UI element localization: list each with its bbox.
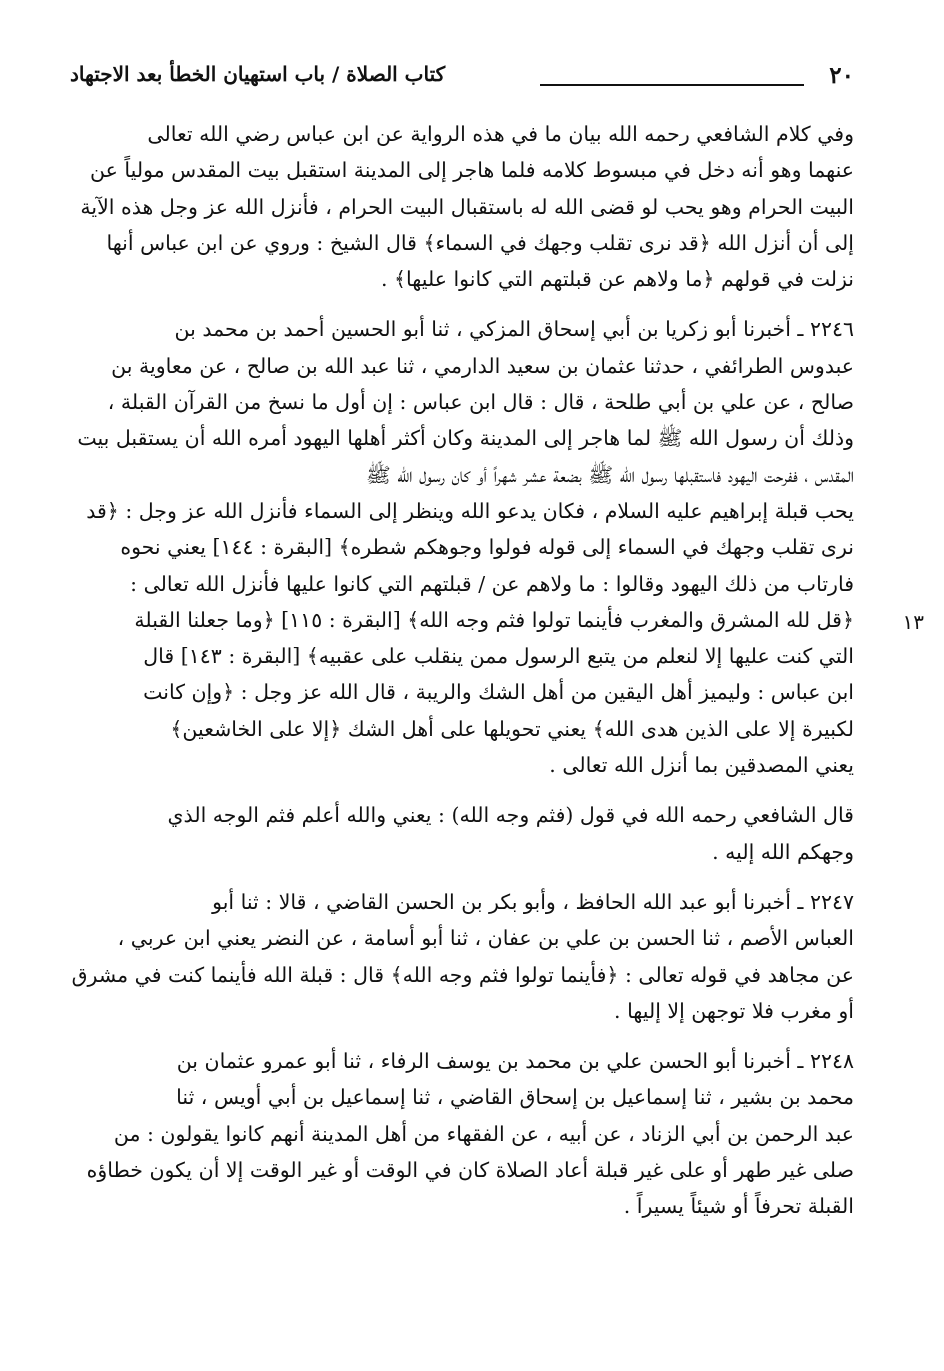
text-line: ٢٢٤٧ ـ أخبرنا أبو عبد الله الحافظ ، وأبو بكر بن الحسن القاضي ، قالا : ثنا أبو	[212, 889, 854, 914]
text-line: عبد الرحمن بن أبي الزناد ، عن أبيه ، عن الفقهاء من أهل المدينة أنهم كانوا يقولون : من	[113, 1121, 854, 1146]
text-line: ابن عباس : وليميز أهل اليقين من أهل الشك والريبة ، قال الله عز وجل : ﴿وإن كانت	[143, 680, 854, 705]
text-line: صالح ، عن علي بن أبي طلحة ، قال : قال ابن عباس : إن أول ما نسخ من القرآن القبلة ،	[107, 390, 854, 415]
text-line: عبدوس الطرائفي ، حدثنا عثمان بن سعيد الدارمي ، ثنا عبد الله بن صالح ، عن معاوية بن	[111, 353, 854, 378]
text-line: ٢٢٤٦ ـ أخبرنا أبو زكريا بن أبي إسحاق المزكي ، ثنا أبو الحسين أحمد بن محمد بن	[174, 317, 854, 342]
text-line: المقدس ، ففرحت اليهود فاستقبلها رسول الله ﷺ بضعة عشر شهراً أو كان رسول الله ﷺ	[365, 462, 854, 487]
text-line: فارتاب من ذلك اليهود وقالوا : ما ولاهم عن / قبلتهم التي كانوا عليها فأنزل الله تعالى :	[130, 571, 854, 596]
text-line: نرى تقلب وجهك في السماء إلى قوله فولوا وجوهكم شطره﴾ [البقرة : ١٤٤] يعني نحوه	[120, 535, 854, 560]
page-body	[70, 116, 924, 1239]
text-line: وجهكم الله إليه .	[712, 839, 854, 864]
text-line: ٢٢٤٨ ـ أخبرنا أبو الحسن علي بن محمد بن يوسف الرفاء ، ثنا أبو عمرو عثمان بن	[176, 1049, 854, 1074]
text-line: وفي كلام الشافعي رحمه الله بيان ما في هذه الرواية عن ابن عباس رضي الله تعالى	[147, 122, 854, 146]
text-line: يحب قبلة إبراهيم عليه السلام ، فكان يدعو الله وينظر إلى السماء فأنزل الله عز وجل : ﴿قد	[86, 498, 854, 523]
text-line: نزلت في قولهم ﴿ما ولاهم عن قبلتهم التي كانوا عليها﴾ .	[381, 267, 854, 292]
text-line: محمد بن بشير ، ثنا إسماعيل بن إسحاق القاضي ، ثنا إسماعيل بن أبي أويس ، ثنا	[176, 1085, 854, 1110]
margin-page-reference: ١٣	[902, 610, 924, 634]
text-line: إلى أن أنزل الله ﴿قد نرى تقلب وجهك في السماء﴾ قال الشيخ : وروي عن ابن عباس أنها	[106, 230, 854, 255]
text-line: أو مغرب فلا توجهن إلا إليها .	[614, 998, 854, 1023]
text-line: العباس الأصم ، ثنا الحسن بن علي بن عفان ، ثنا أبو أسامة ، عن النضر يعني ابن عربي ،	[117, 926, 854, 951]
page-header	[70, 58, 854, 92]
text-line: ﴿قل لله المشرق والمغرب فأينما تولوا فثم وجه الله﴾ [البقرة : ١١٥] ﴿وما جعلنا القبلة	[134, 607, 854, 632]
paragraph	[70, 116, 854, 297]
paragraph	[70, 1043, 854, 1224]
text-line: عنهما وهو أنه دخل في مبسوط كلامه فلما هاجر إلى المدينة استقبل بيت المقدس مولياً عن	[90, 158, 854, 183]
text-line: قال الشافعي رحمه الله في قول (فثم وجه الله) : يعني والله أعلم فثم الوجه الذي	[167, 803, 854, 828]
paragraph	[70, 797, 854, 870]
text-line: التي كنت عليها إلا لنعلم من يتبع الرسول ممن ينقلب على عقبيه﴾ [البقرة : ١٤٣] قال	[143, 644, 854, 669]
running-title: كتاب الصلاة / باب استهيان الخطأ بعد الاجتهاد	[70, 62, 446, 86]
paragraph	[70, 884, 854, 1029]
text-line: لكبيرة إلا على الذين هدى الله﴾ يعني تحويلها على أهل الشك ﴿إلا على الخاشعين﴾	[170, 716, 854, 741]
text-line: القبلة تحرفاً أو شيئاً يسيراً .	[623, 1194, 854, 1219]
text-line: البيت الحرام وهو يحب لو قضى الله له باستقبال البيت الحرام ، فأنزل الله عز وجل هذه الآية	[80, 194, 854, 219]
text-line: صلى غير طهر أو على غير قبلة أعاد الصلاة كان في الوقت أو غير الوقت إلا أن يكون خطاؤه	[86, 1158, 854, 1183]
text-line: يعني المصدقين بما أنزل الله تعالى .	[549, 753, 854, 778]
page-number: ٢٠	[829, 62, 854, 89]
paragraph	[70, 311, 854, 783]
text-line: وذلك أن رسول الله ﷺ لما هاجر إلى المدينة وكان أكثر أهلها اليهود أمره الله أن يستقبل بيت	[77, 426, 854, 451]
text-line: عن مجاهد في قوله تعالى : ﴿فأينما تولوا فثم وجه الله﴾ قال : قبلة الله فأينما كنت في مشرق	[71, 962, 854, 987]
header-rule	[540, 84, 804, 86]
